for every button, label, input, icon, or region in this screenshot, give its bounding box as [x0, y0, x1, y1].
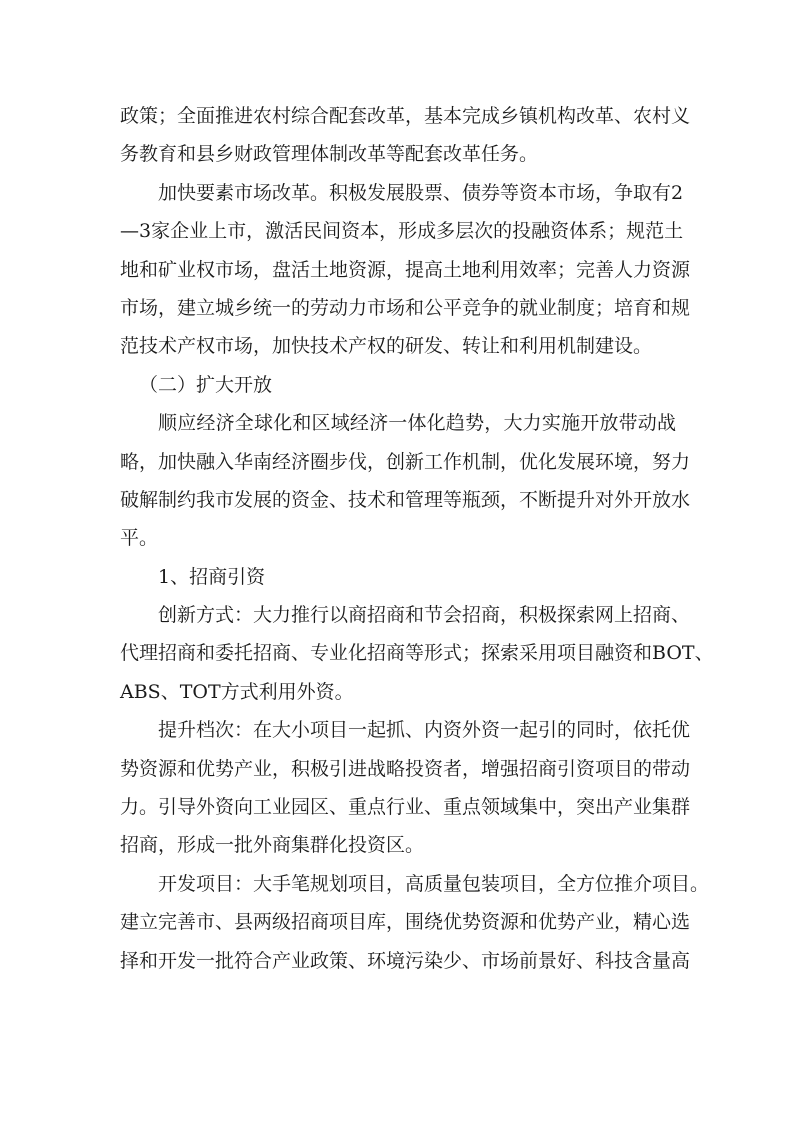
text-line: 平。 [120, 527, 159, 550]
text-line: 政策；全面推进农村综合配套改革，基本完成乡镇机构改革、农村义 [120, 105, 691, 127]
body-text [120, 97, 714, 980]
text-line: 地和矿业权市场，盘活土地资源，提高土地利用效率；完善人力资源 [120, 258, 691, 281]
text-line: 力。引导外资向工业园区、重点行业、重点领域集中，突出产业集群 [120, 796, 691, 819]
text-line: 破解制约我市发展的资金、技术和管理等瓶颈，不断提升对外开放水 [120, 488, 691, 511]
text-line: 提升档次：在大小项目一起抓、内资外资一起引的同时，依托优 [158, 719, 691, 742]
text-line: —3家企业上市，激活民间资本，形成多层次的投融资体系；规范土 [120, 220, 684, 243]
text-line: 择和开发一批符合产业政策、环境污染少、市场前景好、科技含量高 [120, 949, 691, 972]
text-line: 范技术产权市场，加快技术产权的研发、转让和利用机制建设。 [120, 335, 653, 358]
text-line: 建立完善市、县两级招商项目库，围绕优势资源和优势产业，精心选 [120, 911, 691, 934]
section-heading: 1、招商引资 [158, 565, 266, 588]
text-line: 加快要素市场改革。积极发展股票、债券等资本市场，争取有2 [158, 181, 684, 204]
section-heading: （二）扩大开放 [139, 373, 273, 396]
text-line: 势资源和优势产业，积极引进战略投资者，增强招商引资项目的带动 [120, 757, 691, 780]
text-line: 顺应经济全球化和区域经济一体化趋势，大力实施开放带动战 [158, 412, 676, 435]
text-line: 创新方式：大力推行以商招商和节会招商，积极探索网上招商、 [158, 604, 691, 627]
text-line: 市场，建立城乡统一的劳动力市场和公平竞争的就业制度；培育和规 [120, 296, 691, 319]
text-line: 代理招商和委托招商、专业化招商等形式；探索采用项目融资和BOT、 [120, 642, 714, 665]
text-line: ABS、TOT方式利用外资。 [120, 680, 354, 703]
text-line: 招商，形成一批外商集群化投资区。 [120, 834, 425, 857]
text-line: 略，加快融入华南经济圈步伐，创新工作机制，优化发展环境，努力 [120, 450, 691, 473]
text-line: 开发项目：大手笔规划项目，高质量包装项目，全方位推介项目。 [158, 872, 710, 895]
text-line: 务教育和县乡财政管理体制改革等配套改革任务。 [120, 143, 539, 166]
